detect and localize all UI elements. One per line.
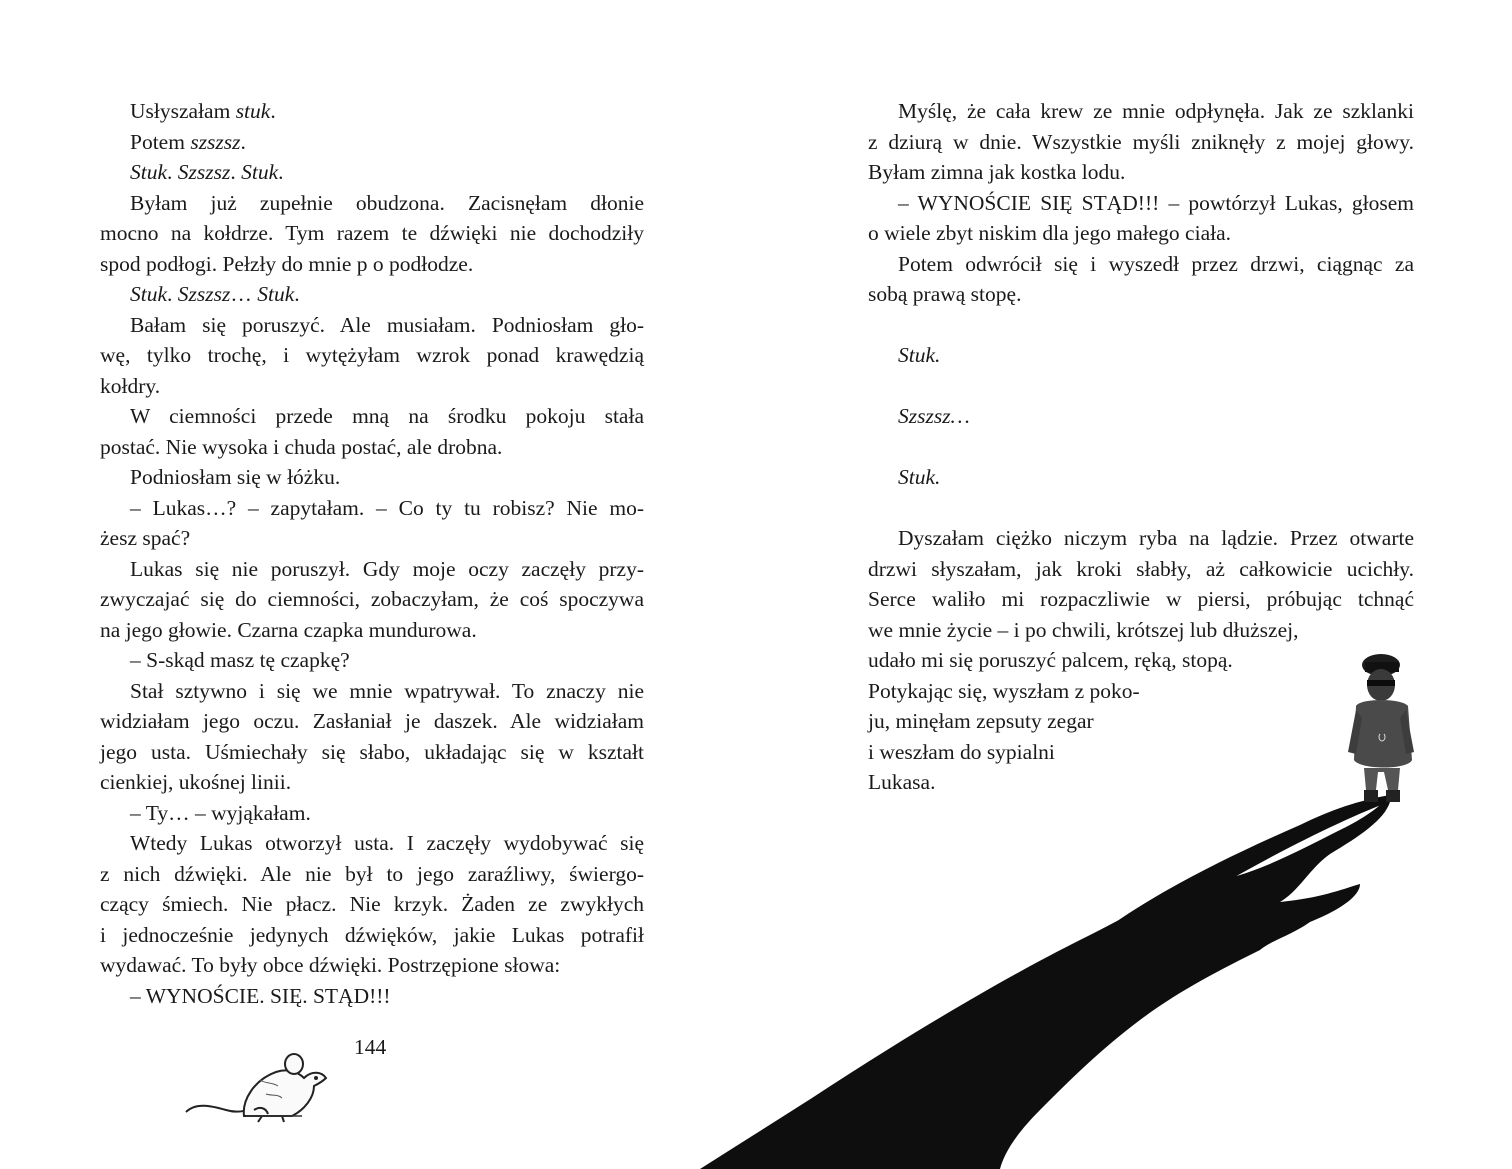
left-page-line — [100, 279, 644, 310]
text-run: – S-skąd masz tę czapkę? — [130, 648, 350, 672]
text-run: – WYNOŚCIE. SIĘ. STĄD!!! — [130, 983, 391, 1008]
left-page-text — [100, 96, 644, 1011]
text-run: postać. Nie wysoka i chuda postać, ale drobna. — [100, 434, 503, 459]
right-page-line — [868, 279, 1414, 310]
text-run: Serce waliło mi rozpaczliwie w piersi, próbując tchnąć — [868, 587, 1414, 611]
italic-text: Szszsz — [177, 160, 231, 184]
left-page-line — [100, 127, 644, 158]
text-run: Dyszałam ciężko niczym ryba na lądzie. Przez otwarte — [898, 526, 1414, 550]
left-page-line — [100, 340, 644, 371]
text-run: o wiele zbyt niskim dla jego małego ciała. — [868, 221, 1232, 245]
right-page-line — [868, 127, 1414, 158]
left-page-line — [100, 615, 644, 646]
left-page-line — [100, 371, 644, 402]
mouse-illustration — [182, 1050, 332, 1130]
left-page-line — [100, 950, 644, 981]
right-page-line — [868, 218, 1414, 249]
italic-text: stuk — [235, 99, 271, 123]
text-run: żesz spać? — [100, 526, 191, 550]
text-run: spod podłogi. Pełzły do mnie p o podłodze. — [100, 251, 474, 276]
page-number: 144 — [354, 1035, 387, 1059]
text-run: mocno na kołdrze. Tym razem te dźwięki nie dochodziły — [100, 221, 644, 245]
text-run: . — [167, 282, 178, 306]
italic-text: Stuk — [241, 160, 279, 184]
italic-text: Stuk. — [898, 465, 941, 489]
left-page-line — [100, 554, 644, 585]
text-run: zwyczajać się do ciemności, zobaczyłam, że coś spoczywa — [100, 587, 644, 611]
text-run: cienkiej, ukośnej linii. — [100, 770, 292, 794]
blank-line — [868, 310, 1414, 341]
left-page-line — [100, 432, 644, 463]
text-run: Byłam już zupełnie obudzona. Zacisnęłam dłonie — [130, 190, 644, 215]
text-run: drzwi słyszałam, jak kroki słabły, aż całkowicie ucichły. — [868, 556, 1414, 581]
blank-line — [868, 432, 1414, 463]
left-page-line — [100, 859, 644, 890]
text-run: . — [270, 99, 276, 123]
left-page-line — [100, 157, 644, 188]
italic-text: Szszsz — [177, 282, 231, 306]
text-run: Byłam zimna jak kostka lodu. — [868, 160, 1126, 184]
text-run: . — [294, 282, 300, 306]
text-run: Potem — [130, 129, 191, 154]
text-run: wę, tylko trochę, i wytężyłam wzrok ponad krawędzią — [100, 343, 644, 367]
blank-line — [868, 371, 1414, 402]
text-run: . — [230, 160, 242, 184]
text-run: z nich dźwięki. Ale nie był to jego zaraźliwy, świergo- — [100, 861, 644, 886]
text-run: Potem odwrócił się i wyszedł przez drzwi, ciągnąc za — [898, 251, 1414, 276]
left-page-line — [100, 523, 644, 554]
right-page-line — [868, 188, 1414, 219]
text-run: – Lukas…? – zapytałam. – Co ty tu robisz? Nie mo- — [130, 495, 644, 520]
left-page-line — [100, 310, 644, 341]
text-run: wydawać. To były obce dźwięki. Postrzępione słowa: — [100, 953, 561, 977]
text-run: – WYNOŚCIE SIĘ STĄD!!! – powtórzył Lukas, głosem — [898, 190, 1414, 215]
left-page-line — [100, 676, 644, 707]
text-run: W ciemności przede mną na środku pokoju stała — [130, 404, 644, 428]
italic-text: Stuk — [130, 282, 168, 306]
right-page-line — [868, 523, 1414, 554]
left-page-line — [100, 401, 644, 432]
text-run: i weszłam do sypialni — [868, 739, 1055, 764]
italic-text: Stuk — [257, 282, 295, 306]
left-page-line — [100, 798, 644, 829]
text-run: Lukas się nie poruszył. Gdy moje oczy zaczęły przy- — [130, 556, 644, 581]
left-page-line — [100, 218, 644, 249]
text-run: kołdry. — [100, 373, 161, 398]
left-page-line — [100, 706, 644, 737]
text-run: i jednocześnie jedynych dźwięków, jakie Lukas potrafił — [100, 922, 644, 947]
italic-text: Stuk. — [898, 343, 941, 367]
text-run: Bałam się poruszyć. Ale musiałam. Podniosłam gło- — [130, 312, 644, 337]
boy-shadow-illustration — [700, 640, 1512, 1169]
text-run: Myślę, że cała krew ze mnie odpłynęła. Jak ze szklanki — [898, 99, 1414, 123]
text-run: … — [230, 282, 258, 306]
text-run: na jego głowie. Czarna czapka mundurowa. — [100, 617, 477, 642]
blank-line — [868, 493, 1414, 524]
right-page-line — [868, 584, 1414, 615]
italic-text: szszsz — [190, 129, 241, 154]
left-page-line — [100, 96, 644, 127]
text-run: Podniosłam się w łóżku. — [130, 465, 341, 489]
text-run: Stał sztywno i się we mnie wpatrywał. To znaczy nie — [130, 678, 644, 703]
left-page-line — [100, 737, 644, 768]
left-page-line — [100, 981, 644, 1012]
text-run: Potykając się, wyszłam z poko- — [868, 678, 1140, 703]
text-run: – Ty… – wyjąkałam. — [130, 800, 311, 825]
text-run: Usłyszałam — [130, 99, 236, 123]
text-run: sobą prawą stopę. — [868, 282, 1022, 306]
right-page-line — [868, 462, 1414, 493]
italic-text: Stuk — [130, 160, 168, 184]
italic-text: Szszsz… — [898, 404, 970, 428]
text-run: we mnie życie – i po chwili, krótszej lub dłuższej, — [868, 617, 1299, 642]
text-run: jego usta. Uśmiechały się słabo, układając się w kształt — [100, 739, 644, 764]
right-page-line — [868, 249, 1414, 280]
text-run: udało mi się poruszyć palcem, ręką, stopą. — [868, 648, 1233, 672]
left-page-line — [100, 645, 644, 676]
text-run: . — [278, 160, 284, 184]
left-page-line — [100, 188, 644, 219]
text-run: Wtedy Lukas otworzył usta. I zaczęły wydobywać się — [130, 831, 644, 855]
right-page-line — [868, 554, 1414, 585]
right-page-line — [868, 157, 1414, 188]
left-page-line — [100, 584, 644, 615]
text-run: . — [240, 129, 246, 154]
right-page-line — [868, 401, 1414, 432]
left-page-line — [100, 767, 644, 798]
text-run: ju, minęłam zepsuty zegar — [868, 709, 1094, 733]
left-page-line — [100, 889, 644, 920]
left-page-line — [100, 920, 644, 951]
text-run: widziałam jego oczu. Zasłaniał je daszek. Ale widziałam — [100, 709, 644, 733]
left-page-line — [100, 493, 644, 524]
left-page-line — [100, 828, 644, 859]
left-page-line — [100, 249, 644, 280]
text-run: Lukasa. — [868, 770, 936, 794]
text-run: z dziurą w dnie. Wszystkie myśli zniknęły z mojej głowy. — [868, 129, 1414, 154]
right-page-line — [868, 340, 1414, 371]
right-page-line — [868, 96, 1414, 127]
text-run: . — [167, 160, 178, 184]
left-page-line — [100, 462, 644, 493]
text-run: czący śmiech. Nie płacz. Nie krzyk. Żaden ze zwykłych — [100, 892, 644, 916]
